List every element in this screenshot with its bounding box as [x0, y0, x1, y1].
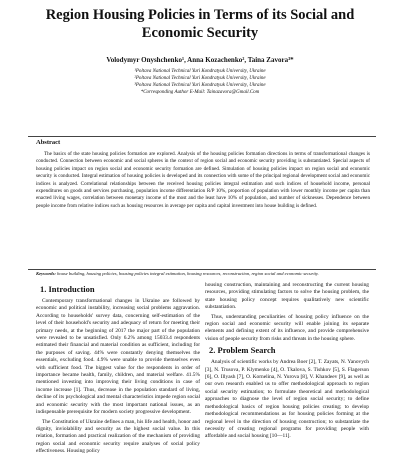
right-column-paragraph-2: Thus, understanding peculiarities of housing policy influence on the region social and economic security will enable joining its separate elements and defining extent of its influence, and provide comprehensive vision of people security from risks and threats in the housing sphere.: [205, 313, 369, 342]
problem-search-paragraph: Analysis of scientific works by Andrea Boer [2], T. Zayats, N. Yanovych [3], N. Trusova, P. Klymenko [4], O. Tkalova, S. Tishkov [5], S. Flagerson [6], O. Illyash [7], O. Kornelina, N. Yurova [8], V. Khandeev [9], as well as our own research enabled us to offer methodological approach to region social security estimation; to formulate theoretical and methodological approaches to diagnose the level of region social security; to define methodological basics of region housing policies creating; to develop methodological recommendations as for housing policies forming at the regional level in the direction of housing construction; to substantiate the necessity of creating regional programs for providing people with affordable and social housing [10—11].: [205, 359, 369, 440]
abstract-heading: Abstract: [36, 139, 61, 146]
affiliations: [40, 68, 360, 96]
paper-title: Region Housing Policies in Terms of its Social and Economic Security: [45, 7, 355, 41]
corresponding-author-email[interactable]: *Corresponding Author E-Mail: Tainazavora@Gmail.Com: [140, 90, 260, 95]
affiliation-1: ¹Poltava National Technical Yuri Kondratyuk University, Ukraine: [134, 69, 266, 74]
keywords-label: Keywords:: [36, 271, 56, 276]
section-heading-problem-search: 2. Problem Search: [209, 345, 276, 356]
affiliation-2: ²Poltava National Technical Yuri Kondratyuk University, Ukraine: [134, 76, 266, 81]
right-column-paragraph-1: housing construction, maintaining and reconstructing the current housing resources, providing stimulating factors to solve the housing problem, the state housing policy concept requires qualitatively new scientific substantiation.: [205, 282, 369, 311]
abstract-box: [28, 136, 376, 270]
keywords: [36, 271, 374, 276]
right-column: [205, 282, 369, 443]
affiliation-3: ³Poltava National Technical Yuri Kondratyuk University, Ukraine: [134, 83, 266, 88]
intro-paragraph-2: The Constitution of Ukraine defines a man, his life and health, honor and dignity, inviolability and security as the highest social value. In this relation, formation and practical realization of the mechanism of providing region social and economic security require analyses of social policy effectiveness. Housing policy: [36, 418, 200, 455]
abstract-paragraph: The basics of the state housing policies formation are explored. Analysis of the housing policies formation directions in terms of transformational changes is conducted. Connection between economic and social spheres in the context of region social and economic security providing is substantiated. Special aspects of housing policies impact on region social and economic security formation are defined. Simulation of housing policies impact on region social and economic security is conducted. Integral estimation of housing policies is developed and its connection with some of the principal regional development social and economic indices is analyzed. Correlational relationships between the received housing policies integral estimation and such indices of household income, personal expenditures on goods and services purchasing, population income differentiation R/P 10%, proportion of population with lower monthly income per capita than enacted living wages, correlation between monetary income of the most and the least have 10% of population, and number of sicknesses. Dependence between people income from relative indices such as housing resources in average per capita and capital investment into house building is defined.: [36, 151, 370, 209]
author-list: Volodymyr Onyshchenko¹, Anna Kozachenko², Taina Zavora³*: [106, 56, 294, 64]
abstract-text: [36, 151, 370, 210]
left-column: [36, 282, 200, 458]
keywords-text: house building, housing policies, housing policies integral estimation, housing resources, reconstruction, region social and economic security.: [57, 271, 319, 276]
intro-paragraph-1: Contemporary transformational changes in Ukraine are followed by economic and political instability, increasing social problems aggravation. According to households' survey data, concerning self-estimation of the level of their household's security and adequacy of return for meeting their primary needs, at the beginning of 2017 the major part of the population were revealed to be unsatisfied. Only 6.2% among 15033.4 respondents estimated their financial and material condition as sufficient, including for the purposes of saving. 44% were constantly denying themselves the essentials, excluding food. 4.9% were unable to provide themselves even with sufficient food. The biggest value for the respondents in order of importance became health, family, children, and material welfare. 41.5% mentioned investing into improving their living conditions in case of income increase [1]. Thus, decrease in the population standard of living, decline of its psychological and mental characteristics impede region social and economic security with the most important national issues, as an indispensable prerequisite for modern society progressive development.: [36, 298, 200, 416]
section-heading-introduction: 1. Introduction: [40, 284, 95, 294]
